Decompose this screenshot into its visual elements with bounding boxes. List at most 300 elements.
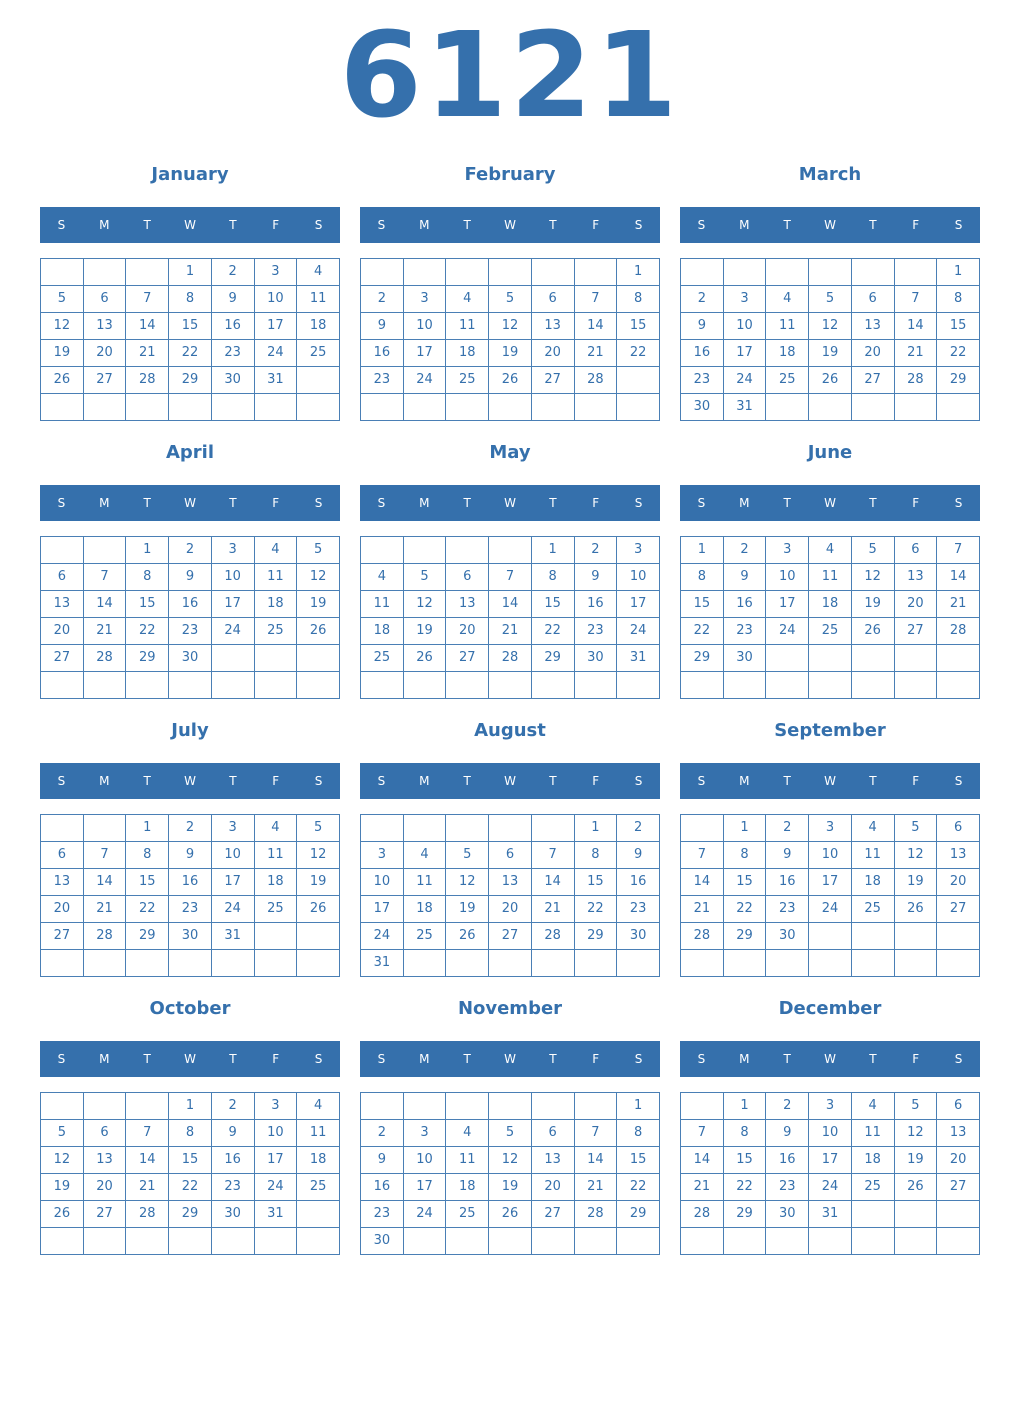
day-cell: 21	[574, 1174, 617, 1201]
weekday-label: W	[504, 774, 516, 788]
day-cell: 19	[489, 340, 532, 367]
day-cell: 9	[211, 286, 254, 313]
day-cell: 4	[361, 564, 404, 591]
day-cell: 10	[211, 842, 254, 869]
day-cell: 7	[894, 286, 937, 313]
day-cell: 1	[574, 815, 617, 842]
day-cell: 5	[41, 286, 84, 313]
weekday-label: S	[697, 496, 706, 510]
weekday-label: W	[504, 218, 516, 232]
empty-day-cell	[489, 672, 532, 699]
week-row	[41, 394, 340, 421]
day-cell: 18	[297, 1147, 340, 1174]
month-name: July	[171, 720, 209, 741]
day-cell: 16	[361, 1174, 404, 1201]
day-cell: 9	[617, 842, 660, 869]
weekday-label: T	[229, 1052, 237, 1066]
day-cell: 29	[617, 1201, 660, 1228]
month-name: May	[489, 442, 531, 463]
month-name: August	[474, 720, 546, 741]
day-cell: 19	[809, 340, 852, 367]
weekday-label: T	[869, 218, 877, 232]
day-cell: 26	[894, 896, 937, 923]
day-cell: 5	[851, 537, 894, 564]
week-row	[361, 1147, 660, 1174]
empty-day-cell	[681, 259, 724, 286]
day-cell: 23	[574, 618, 617, 645]
week-row	[681, 286, 980, 313]
day-cell: 5	[894, 815, 937, 842]
day-cell: 31	[361, 950, 404, 977]
weekday-label: M	[739, 218, 750, 232]
month-name: November	[457, 998, 563, 1019]
day-cell: 26	[489, 367, 532, 394]
month-september	[680, 716, 980, 986]
week-row	[41, 923, 340, 950]
weekday-header	[40, 1041, 340, 1077]
day-cell: 26	[41, 1201, 84, 1228]
day-cell: 20	[937, 869, 980, 896]
week-row	[681, 259, 980, 286]
empty-day-cell	[297, 672, 340, 699]
day-cell: 2	[766, 1093, 809, 1120]
day-cell: 28	[489, 645, 532, 672]
day-cell: 1	[531, 537, 574, 564]
day-cell: 17	[254, 313, 297, 340]
day-cell: 18	[809, 591, 852, 618]
empty-day-cell	[361, 815, 404, 842]
empty-day-cell	[809, 394, 852, 421]
empty-day-cell	[531, 1228, 574, 1255]
week-row	[41, 672, 340, 699]
day-cell: 24	[361, 923, 404, 950]
day-cell: 2	[361, 286, 404, 313]
day-cell: 30	[617, 923, 660, 950]
day-cell: 14	[126, 313, 169, 340]
day-cell: 29	[723, 1201, 766, 1228]
week-row	[681, 564, 980, 591]
day-cell: 25	[403, 923, 446, 950]
empty-day-cell	[937, 1201, 980, 1228]
weekday-header	[40, 485, 340, 521]
day-cell: 26	[489, 1201, 532, 1228]
day-cell: 20	[41, 618, 84, 645]
week-row	[681, 950, 980, 977]
day-cell: 21	[126, 1174, 169, 1201]
weekday-label: T	[549, 218, 557, 232]
day-cell: 7	[574, 1120, 617, 1147]
day-cell: 28	[83, 645, 126, 672]
empty-day-cell	[446, 672, 489, 699]
week-row	[41, 340, 340, 367]
day-cell: 23	[723, 618, 766, 645]
day-cell: 2	[723, 537, 766, 564]
day-cell: 4	[254, 537, 297, 564]
weekday-label: M	[419, 218, 430, 232]
month-july	[40, 716, 340, 986]
day-cell: 8	[126, 564, 169, 591]
day-cell: 28	[681, 1201, 724, 1228]
day-cell: 23	[211, 340, 254, 367]
day-cell: 28	[83, 923, 126, 950]
week-row	[41, 645, 340, 672]
empty-day-cell	[403, 259, 446, 286]
day-cell: 3	[809, 815, 852, 842]
day-cell: 12	[894, 842, 937, 869]
day-cell: 8	[937, 286, 980, 313]
day-cell: 22	[937, 340, 980, 367]
empty-day-cell	[403, 1228, 446, 1255]
day-cell: 1	[937, 259, 980, 286]
day-cell: 16	[211, 313, 254, 340]
day-cell: 16	[766, 869, 809, 896]
month-may	[360, 438, 660, 708]
day-cell: 9	[169, 842, 212, 869]
month-march	[680, 160, 980, 430]
day-cell: 9	[723, 564, 766, 591]
empty-day-cell	[574, 259, 617, 286]
day-cell: 14	[937, 564, 980, 591]
day-cell: 6	[894, 537, 937, 564]
day-cell: 27	[937, 896, 980, 923]
empty-day-cell	[169, 672, 212, 699]
day-cell: 25	[851, 896, 894, 923]
day-cell: 18	[361, 618, 404, 645]
empty-day-cell	[681, 815, 724, 842]
empty-day-cell	[574, 394, 617, 421]
day-grid	[40, 536, 340, 704]
day-cell: 29	[937, 367, 980, 394]
week-row	[681, 815, 980, 842]
empty-day-cell	[617, 367, 660, 394]
week-row	[361, 1201, 660, 1228]
empty-day-cell	[446, 537, 489, 564]
weekday-label: S	[377, 496, 386, 510]
day-cell: 8	[169, 1120, 212, 1147]
empty-day-cell	[531, 394, 574, 421]
week-row	[361, 869, 660, 896]
empty-day-cell	[83, 1228, 126, 1255]
day-cell: 9	[361, 1147, 404, 1174]
day-cell: 26	[809, 367, 852, 394]
week-row	[41, 564, 340, 591]
day-cell: 10	[766, 564, 809, 591]
week-row	[681, 340, 980, 367]
day-cell: 28	[126, 1201, 169, 1228]
day-cell: 25	[766, 367, 809, 394]
day-cell: 31	[617, 645, 660, 672]
week-row	[41, 1174, 340, 1201]
empty-day-cell	[851, 1201, 894, 1228]
day-cell: 11	[361, 591, 404, 618]
day-cell: 12	[41, 1147, 84, 1174]
day-cell: 9	[169, 564, 212, 591]
weekday-label: F	[272, 496, 280, 510]
day-cell: 25	[254, 618, 297, 645]
week-row	[41, 869, 340, 896]
day-cell: 15	[574, 869, 617, 896]
week-row	[41, 618, 340, 645]
day-cell: 11	[446, 313, 489, 340]
week-row	[361, 1093, 660, 1120]
empty-day-cell	[489, 815, 532, 842]
day-cell: 21	[83, 618, 126, 645]
day-cell: 3	[254, 1093, 297, 1120]
empty-day-cell	[937, 923, 980, 950]
weekday-label: W	[824, 774, 836, 788]
day-cell: 4	[403, 842, 446, 869]
day-cell: 6	[489, 842, 532, 869]
weekday-label: W	[184, 1052, 196, 1066]
day-cell: 16	[211, 1147, 254, 1174]
week-row	[361, 340, 660, 367]
day-cell: 4	[851, 815, 894, 842]
day-cell: 6	[83, 1120, 126, 1147]
empty-day-cell	[446, 1093, 489, 1120]
weekday-label: S	[314, 774, 323, 788]
day-cell: 12	[297, 564, 340, 591]
day-cell: 7	[126, 1120, 169, 1147]
day-cell: 10	[723, 313, 766, 340]
day-cell: 8	[169, 286, 212, 313]
day-cell: 10	[361, 869, 404, 896]
day-cell: 1	[126, 537, 169, 564]
day-cell: 12	[403, 591, 446, 618]
empty-day-cell	[531, 950, 574, 977]
day-cell: 3	[617, 537, 660, 564]
day-cell: 16	[169, 591, 212, 618]
day-cell: 15	[531, 591, 574, 618]
empty-day-cell	[937, 394, 980, 421]
day-cell: 23	[681, 367, 724, 394]
day-cell: 28	[894, 367, 937, 394]
day-cell: 12	[489, 313, 532, 340]
day-cell: 5	[489, 1120, 532, 1147]
day-cell: 25	[446, 1201, 489, 1228]
empty-day-cell	[617, 1228, 660, 1255]
day-cell: 11	[809, 564, 852, 591]
empty-day-cell	[83, 950, 126, 977]
weekday-label: F	[912, 1052, 920, 1066]
empty-day-cell	[489, 259, 532, 286]
day-cell: 29	[169, 1201, 212, 1228]
day-cell: 27	[531, 367, 574, 394]
weekday-label: T	[229, 218, 237, 232]
day-cell: 17	[809, 1147, 852, 1174]
day-cell: 6	[851, 286, 894, 313]
empty-day-cell	[766, 259, 809, 286]
empty-day-cell	[894, 645, 937, 672]
weekday-label: S	[314, 218, 323, 232]
weekday-label: F	[592, 774, 600, 788]
empty-day-cell	[531, 672, 574, 699]
day-cell: 18	[851, 869, 894, 896]
day-cell: 4	[766, 286, 809, 313]
weekday-label: S	[314, 1052, 323, 1066]
day-cell: 3	[403, 1120, 446, 1147]
empty-day-cell	[894, 950, 937, 977]
week-row	[41, 1147, 340, 1174]
day-cell: 28	[531, 923, 574, 950]
day-cell: 8	[617, 1120, 660, 1147]
weekday-label: W	[184, 218, 196, 232]
week-row	[681, 645, 980, 672]
day-cell: 9	[681, 313, 724, 340]
week-row	[361, 618, 660, 645]
day-cell: 27	[937, 1174, 980, 1201]
day-cell: 22	[723, 896, 766, 923]
day-cell: 25	[297, 340, 340, 367]
day-cell: 4	[254, 815, 297, 842]
weekday-label: W	[824, 218, 836, 232]
day-cell: 10	[254, 1120, 297, 1147]
weekday-label: T	[463, 496, 471, 510]
week-row	[361, 896, 660, 923]
day-cell: 26	[894, 1174, 937, 1201]
day-cell: 20	[41, 896, 84, 923]
day-cell: 24	[254, 340, 297, 367]
empty-day-cell	[681, 1228, 724, 1255]
day-cell: 11	[297, 1120, 340, 1147]
day-cell: 21	[574, 340, 617, 367]
month-june	[680, 438, 980, 708]
day-cell: 10	[809, 1120, 852, 1147]
day-cell: 23	[766, 896, 809, 923]
weekday-header	[40, 763, 340, 799]
day-cell: 8	[723, 842, 766, 869]
empty-day-cell	[489, 394, 532, 421]
week-row	[41, 1120, 340, 1147]
weekday-label: T	[143, 1052, 151, 1066]
day-cell: 4	[809, 537, 852, 564]
weekday-header	[680, 207, 980, 243]
day-cell: 16	[723, 591, 766, 618]
week-row	[361, 259, 660, 286]
day-cell: 27	[851, 367, 894, 394]
weekday-label: F	[272, 218, 280, 232]
day-cell: 27	[446, 645, 489, 672]
week-row	[361, 645, 660, 672]
day-cell: 20	[894, 591, 937, 618]
day-cell: 28	[681, 923, 724, 950]
empty-day-cell	[297, 1201, 340, 1228]
week-row	[361, 394, 660, 421]
week-row	[361, 1174, 660, 1201]
day-cell: 23	[169, 618, 212, 645]
day-grid	[360, 258, 660, 426]
day-cell: 13	[489, 869, 532, 896]
day-cell: 19	[297, 591, 340, 618]
month-december	[680, 994, 980, 1264]
day-cell: 19	[894, 869, 937, 896]
weekday-label: T	[549, 496, 557, 510]
weekday-label: T	[783, 496, 791, 510]
day-cell: 15	[169, 1147, 212, 1174]
empty-day-cell	[126, 394, 169, 421]
weekday-label: S	[954, 1052, 963, 1066]
day-cell: 20	[937, 1147, 980, 1174]
day-cell: 1	[723, 815, 766, 842]
weekday-label: S	[697, 774, 706, 788]
empty-day-cell	[446, 259, 489, 286]
day-cell: 14	[574, 1147, 617, 1174]
week-row	[41, 896, 340, 923]
day-cell: 29	[126, 645, 169, 672]
empty-day-cell	[851, 923, 894, 950]
empty-day-cell	[937, 672, 980, 699]
week-row	[681, 1201, 980, 1228]
day-cell: 6	[531, 1120, 574, 1147]
day-cell: 4	[297, 1093, 340, 1120]
week-row	[41, 1093, 340, 1120]
day-cell: 27	[83, 367, 126, 394]
empty-day-cell	[851, 672, 894, 699]
day-cell: 31	[254, 1201, 297, 1228]
empty-day-cell	[83, 1093, 126, 1120]
day-cell: 12	[894, 1120, 937, 1147]
day-cell: 27	[41, 923, 84, 950]
day-cell: 26	[297, 618, 340, 645]
day-cell: 5	[41, 1120, 84, 1147]
month-name: March	[798, 164, 862, 185]
week-row	[361, 842, 660, 869]
week-row	[681, 313, 980, 340]
empty-day-cell	[894, 259, 937, 286]
empty-day-cell	[489, 537, 532, 564]
day-cell: 26	[403, 645, 446, 672]
empty-day-cell	[41, 815, 84, 842]
day-cell: 2	[211, 1093, 254, 1120]
day-cell: 13	[446, 591, 489, 618]
weekday-label: T	[143, 496, 151, 510]
day-cell: 19	[446, 896, 489, 923]
day-cell: 11	[254, 842, 297, 869]
day-cell: 5	[446, 842, 489, 869]
day-cell: 11	[766, 313, 809, 340]
day-cell: 2	[169, 537, 212, 564]
day-cell: 10	[254, 286, 297, 313]
week-row	[681, 394, 980, 421]
empty-day-cell	[574, 672, 617, 699]
day-cell: 15	[617, 313, 660, 340]
empty-day-cell	[126, 1093, 169, 1120]
day-cell: 23	[211, 1174, 254, 1201]
weekday-label: T	[463, 218, 471, 232]
empty-day-cell	[126, 259, 169, 286]
weekday-label: W	[504, 1052, 516, 1066]
day-cell: 22	[617, 340, 660, 367]
day-cell: 19	[41, 1174, 84, 1201]
empty-day-cell	[851, 950, 894, 977]
empty-day-cell	[41, 394, 84, 421]
day-cell: 24	[809, 1174, 852, 1201]
empty-day-cell	[83, 672, 126, 699]
weekday-label: T	[549, 1052, 557, 1066]
week-row	[41, 815, 340, 842]
empty-day-cell	[254, 1228, 297, 1255]
day-cell: 20	[851, 340, 894, 367]
empty-day-cell	[574, 950, 617, 977]
day-cell: 16	[574, 591, 617, 618]
day-cell: 29	[169, 367, 212, 394]
day-cell: 6	[446, 564, 489, 591]
empty-day-cell	[851, 1228, 894, 1255]
empty-day-cell	[809, 1228, 852, 1255]
empty-day-cell	[723, 672, 766, 699]
day-cell: 17	[723, 340, 766, 367]
day-cell: 1	[169, 259, 212, 286]
empty-day-cell	[126, 1228, 169, 1255]
